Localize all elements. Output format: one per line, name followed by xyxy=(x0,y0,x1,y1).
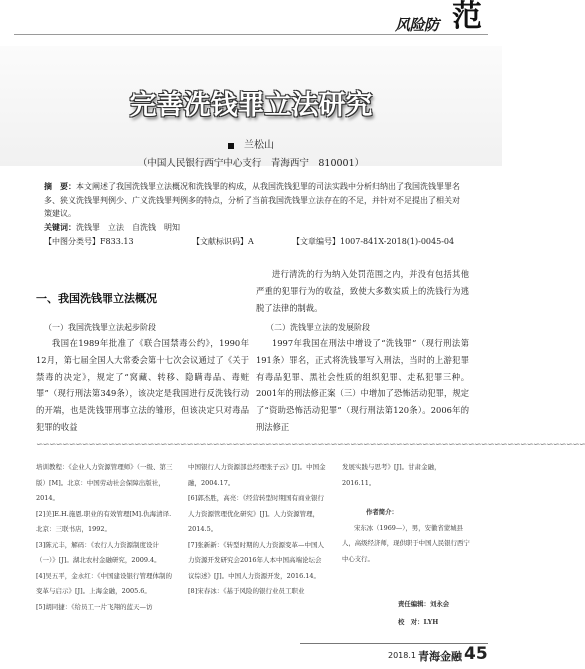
magazine-name: 青海金融 xyxy=(418,650,462,663)
editor-label: 责任编辑：刘永会 xyxy=(398,600,450,608)
section1-paragraph: 我国在1989年批准了《联合国禁毒公约》，1990年12月，第七届全国人大常委会第十七次会议通过了《关于禁毒的决定》，规定了“窝藏、转移、隐瞒毒品、毒赃罪”（现行刑法第349条），该决定是我国进行反洗钱行动的开端，也是洗钱罪刑事立法的雏形，但该决定只对毒品犯罪的收益 xyxy=(36,338,249,432)
author-name: 兰松山 xyxy=(244,140,274,151)
header-rule xyxy=(14,34,488,35)
author-bio xyxy=(342,505,472,567)
keywords-label: 关键词： xyxy=(44,221,76,232)
wavy-divider: ∽∽∽∽∽∽∽∽∽∽∽∽∽∽∽∽∽∽∽∽∽∽∽∽∽∽∽∽∽∽∽∽∽∽∽∽∽∽∽∽∽∽∽∽∽∽∽∽∽∽∽∽∽∽∽∽∽∽∽∽∽∽∽∽∽∽∽∽∽∽∽∽∽∽∽∽∽∽∽∽∽∽∽∽ xyxy=(36,440,585,450)
column-name: 风险防 xyxy=(395,16,439,34)
keywords-text: 洗钱罪 立法 自洗钱 明知 xyxy=(76,222,180,232)
reference-item: [4]吴五平，金永红：《中国建设银行管理体制的变革与启示》[J]。上海金融，2005.6。 xyxy=(36,571,172,595)
proofreader-label: 校 对：LYH xyxy=(398,618,439,626)
article-title: 完善洗钱罪立法研究 xyxy=(129,90,373,121)
abstract-block xyxy=(44,180,464,234)
abstract xyxy=(44,180,464,221)
column-name-big-char: 范 xyxy=(452,0,482,34)
subsection-heading-1: （一）我国洗钱罪立法起步阶段 xyxy=(44,323,156,332)
subsection-heading-2: （二）洗钱罪立法的发展阶段 xyxy=(266,323,370,332)
article-number: 【文章编号】1007-841X-2018(1)-0045-04 xyxy=(292,237,455,246)
clc-number: 【中图分类号】F833.13 xyxy=(44,237,134,246)
affiliation: （中国人民银行西宁中心支行 青海西宁 810001） xyxy=(137,158,365,169)
references-column-2 xyxy=(188,460,328,600)
reference-item: 中国银行人力资源部总经理张子云》[J]。中国金融，2004.17。 xyxy=(188,463,326,487)
reference-item: [5]胡同捷：《给员工一片飞翔的蓝天—访 xyxy=(36,602,153,611)
references-column-3 xyxy=(342,460,472,491)
author-line xyxy=(0,136,502,151)
references-column-1 xyxy=(36,460,176,615)
document-code: 【文献标识码】A xyxy=(192,237,254,246)
author-bio-heading: 作者简介： xyxy=(366,508,398,516)
bullet-square-icon xyxy=(228,143,234,149)
page-number: 45 xyxy=(464,644,488,664)
author-bio-text: 宋东冰（1969—），男，安徽省蒙城县人，高级经济师，现供职于中国人民银行西宁中心支行。 xyxy=(342,523,470,563)
reference-item: [6]郭杰胜，高亮：《经营转型时期国有商业银行人力资源管理优化研究》[J]。人力资源管理，2014.5。 xyxy=(188,494,324,533)
abstract-label: 摘 要： xyxy=(44,181,76,191)
keywords xyxy=(44,221,464,235)
reference-item: [3]陈元丰，解码：《农行人力资源制度设计（一）》[J]。湖北农村金融研究，2009.4。 xyxy=(36,540,161,564)
reference-item: 发展实践与思考》[J]。甘肃金融，2016.11。 xyxy=(342,463,441,487)
footer-rule xyxy=(300,643,488,644)
section-heading-1: 一、我国洗钱罪立法概况 xyxy=(36,292,157,305)
reference-item: [2]美]E.H.施恩.职业的有效管理[M].仇海清译.北京：三联书店，1992。 xyxy=(36,509,172,533)
issue-date: 2018.1 xyxy=(388,651,416,660)
right-paragraph-1: 进行清洗的行为纳入处罚范围之内，并没有包括其他严重的犯罪行为的收益，致使大多数实质上的洗钱行为逃脱了法律的制裁。 xyxy=(256,269,469,313)
reference-item: [7]张新新：《转型时期的人力资源变革—中国人力资源开发研究会2016年人本中国高端论坛会议综述》[J]。中国人力资源开发，2016.14。 xyxy=(188,540,324,580)
reference-item: 培训教程：《企业人力资源管理师》（一级、第三版）[M]。北京：中国劳动社会保障出版社，2014。 xyxy=(36,463,173,502)
abstract-text: 本文阐述了我国洗钱罪立法概况和洗钱罪的构成，从我国洗钱犯罪的司法实践中分析归纳出了我国洗钱罪罪名多、狭义洗钱罪判例少、广义洗钱罪判例多的特点，分析了当前我国洗钱罪立法存在的不足，并针对不足提出了相关对策建议。 xyxy=(44,182,460,218)
right-paragraph-2: 1997年我国在刑法中增设了“洗钱罪”（现行刑法第191条）罪名，正式将洗钱罪写入刑法，当时的上游犯罪有毒品犯罪、黑社会性质的组织犯罪、走私犯罪三种。2001年的刑法修正案（三）中增加了恐怖活动犯罪，规定了“资助恐怖活动犯罪”（现行刑法第120条）。2006年的刑法修正 xyxy=(256,338,469,432)
reference-item: [8]宋春冰：《基于风险的银行业员工职业 xyxy=(188,587,305,595)
